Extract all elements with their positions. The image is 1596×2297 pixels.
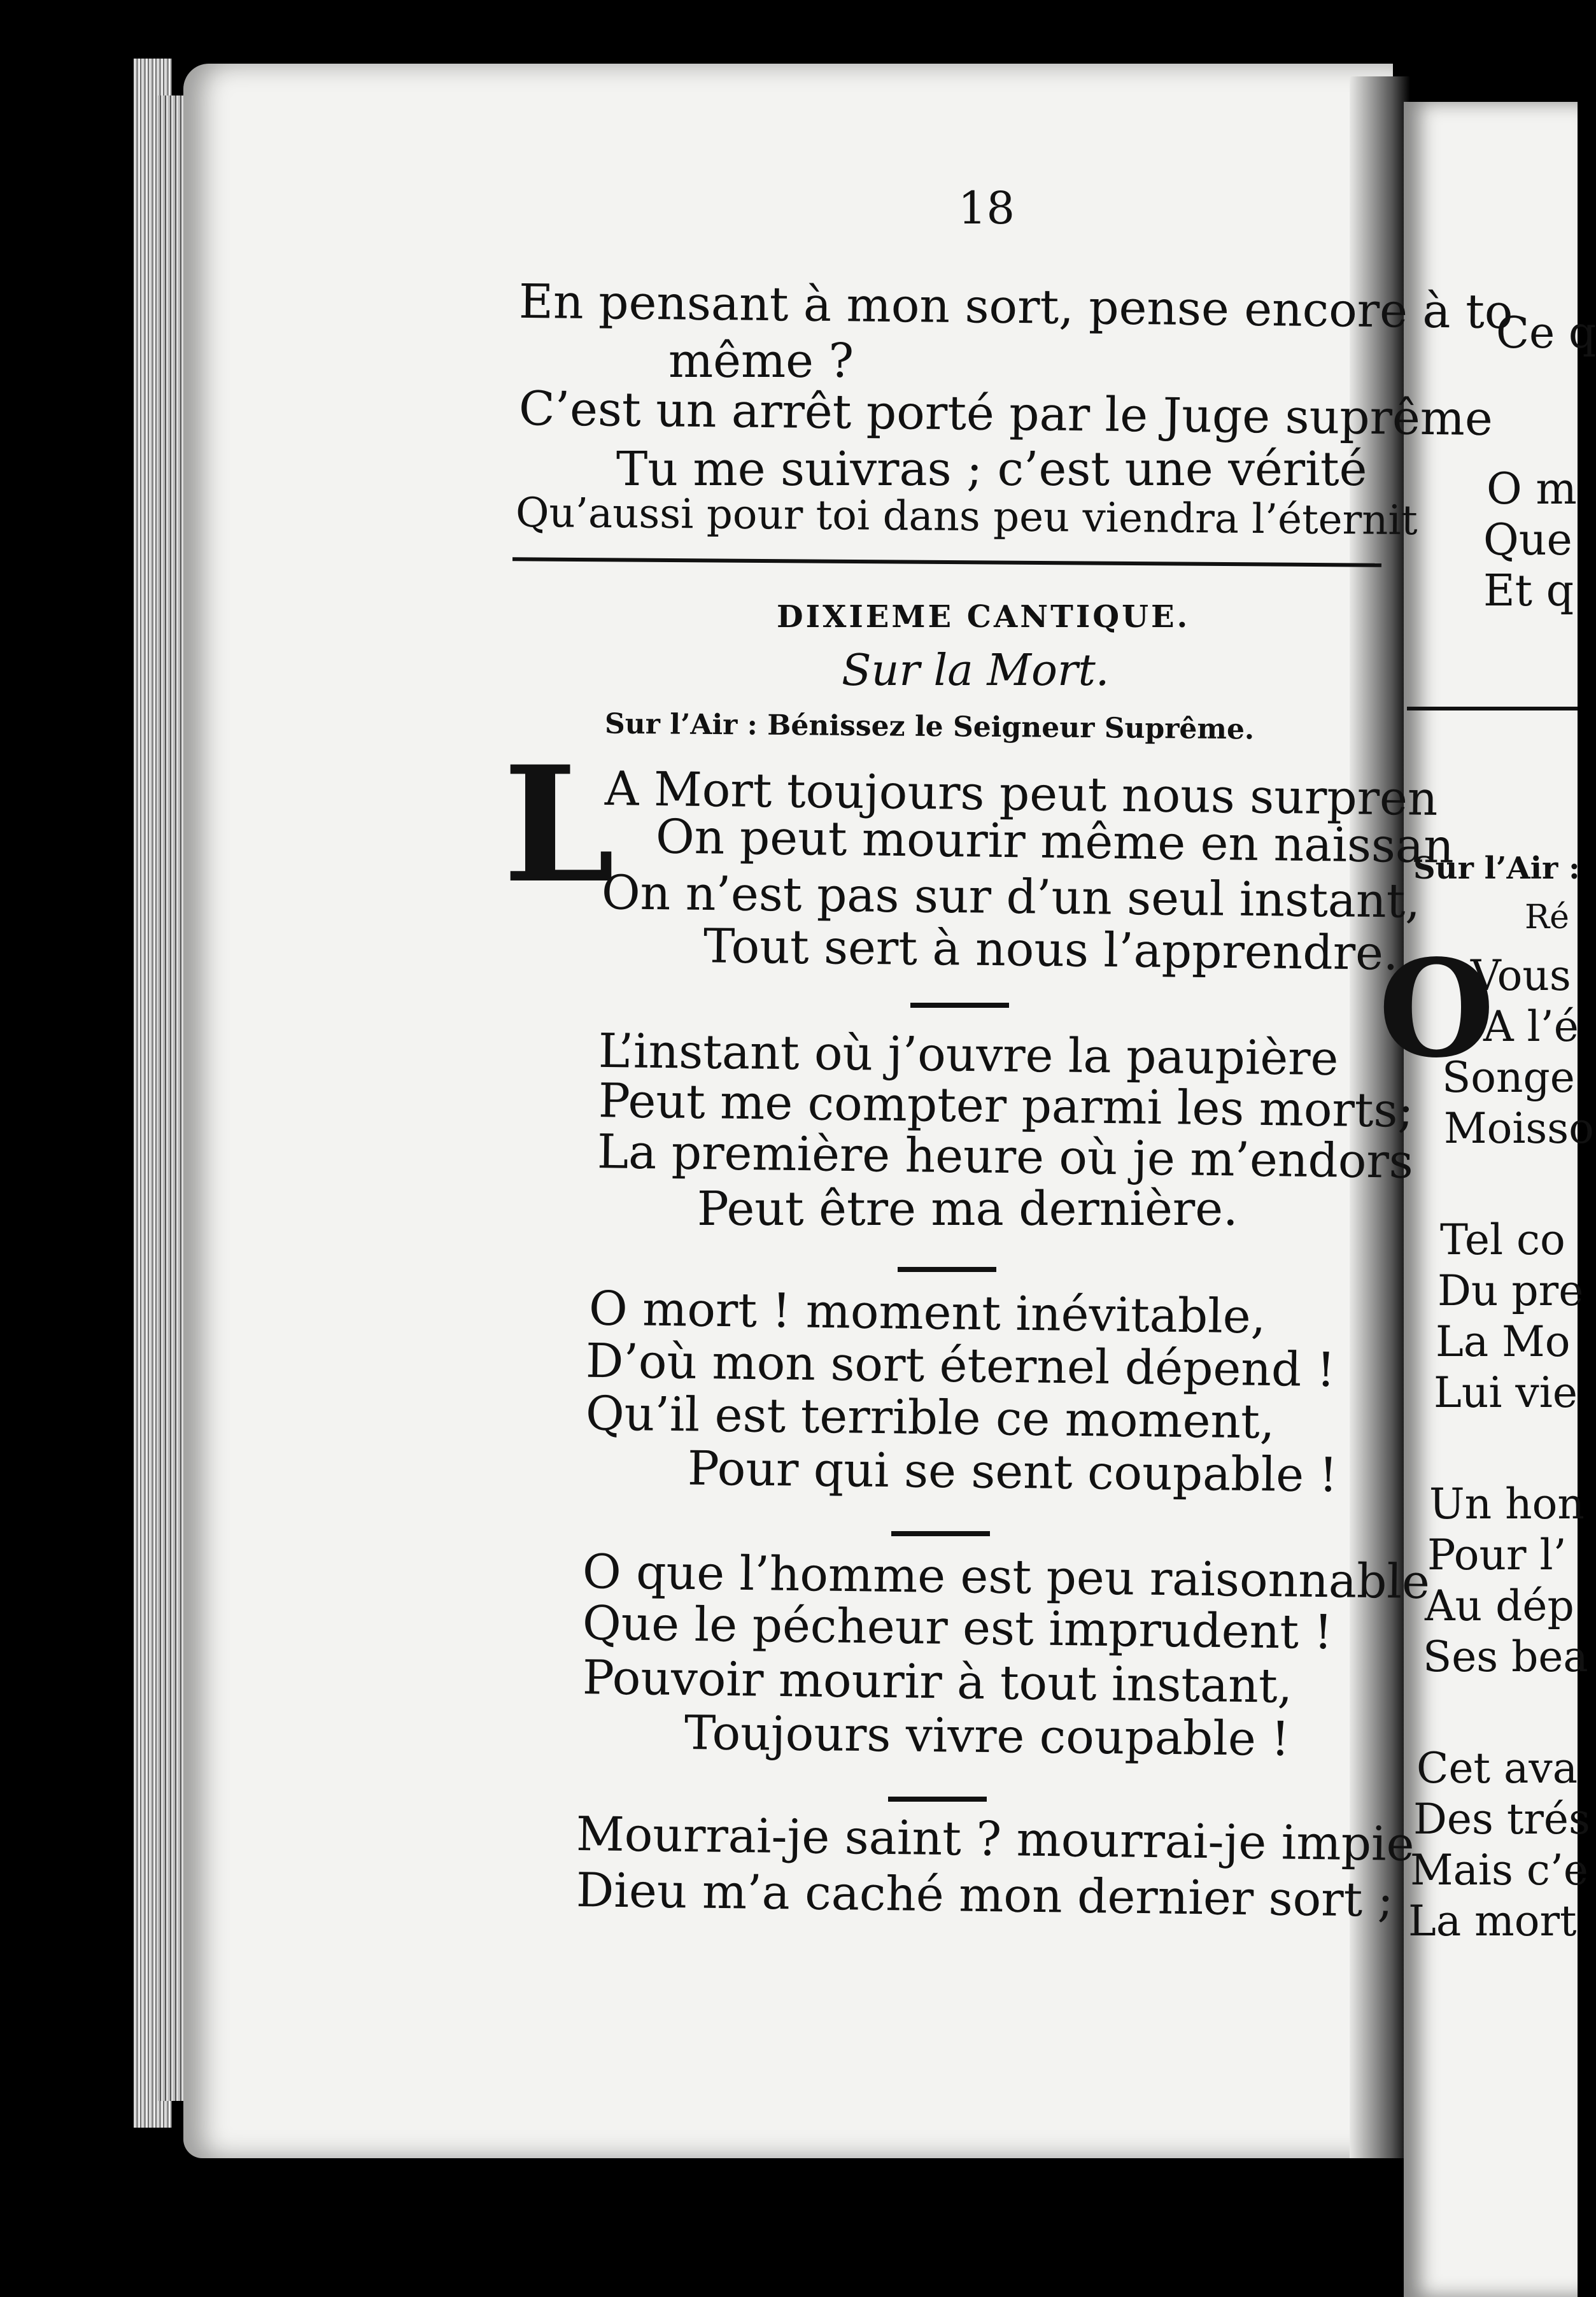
right-line: Vous <box>1471 951 1571 1000</box>
right-line: Lui vie <box>1434 1368 1578 1417</box>
section-heading: DIXIEME CANTIQUE. <box>777 599 1190 635</box>
verse-line: Peut être ma dernière. <box>697 1182 1238 1236</box>
stanza-divider <box>910 1003 1009 1008</box>
book-page-edges-inner <box>158 95 183 2101</box>
right-line: Ce q <box>1496 308 1596 358</box>
right-line: O m <box>1487 464 1577 514</box>
intro-line: Qu’aussi pour toi dans peu viendra l’éternit <box>515 489 1418 545</box>
right-section-divider <box>1407 707 1578 710</box>
intro-line: même ? <box>668 334 854 388</box>
right-line: A l’é <box>1483 1002 1579 1051</box>
right-line: Du pre <box>1437 1266 1584 1315</box>
right-line: La Mo <box>1436 1317 1571 1366</box>
intro-line: En pensant à mon sort, pense encore à to <box>518 274 1513 340</box>
verse-line: Que le pécheur est imprudent ! <box>582 1595 1333 1660</box>
verse-line: O mort ! moment inévitable, <box>588 1281 1266 1345</box>
right-line: Un hon <box>1429 1480 1585 1529</box>
right-line: La mort <box>1408 1897 1577 1946</box>
stanza-divider <box>888 1797 987 1802</box>
verse-line: O que l’homme est peu raisonnable <box>582 1544 1430 1610</box>
intro-line: Tu me suivras ; c’est une vérité <box>616 442 1367 497</box>
right-line: Tel co <box>1440 1215 1565 1264</box>
right-line: Au dép <box>1425 1581 1574 1630</box>
right-air-line-2: Ré <box>1525 898 1569 936</box>
verse-line: Dieu m’a caché mon dernier sort ; <box>576 1863 1394 1928</box>
verse-line: On n’est pas sur d’un seul instant, <box>601 865 1421 929</box>
air-line: Sur l’Air : Bénissez le Seigneur Suprême. <box>604 707 1255 746</box>
right-line: Ses bea <box>1423 1632 1588 1681</box>
verse-line: D’où mon sort éternel dépend ! <box>585 1333 1336 1398</box>
stanza-divider <box>898 1267 996 1272</box>
right-line: Moisso <box>1444 1104 1594 1153</box>
verse-line: Mourrai-je saint ? mourrai-je impie <box>576 1806 1415 1872</box>
verse-line: Pouvoir mourir à tout instant, <box>582 1650 1293 1714</box>
right-line: Songe <box>1442 1053 1575 1102</box>
page-number: 18 <box>958 182 1015 234</box>
right-line: Pour l’ <box>1427 1530 1567 1580</box>
verse-line: La première heure où je m’endors <box>597 1124 1414 1189</box>
verse-line: Qu’il est terrible ce moment, <box>585 1386 1275 1450</box>
right-drop-cap: O <box>1378 930 1495 1087</box>
section-subheading: Sur la Mort. <box>842 646 1110 696</box>
verse-line: A Mort toujours peut nous surpren <box>604 761 1439 826</box>
right-line: Que <box>1483 515 1572 565</box>
verse-line: On peut mourir même en naissan <box>655 809 1455 874</box>
right-line: Mais c’e <box>1410 1846 1588 1895</box>
right-air-line: Sur l’Air : <box>1413 851 1580 886</box>
stanza-divider <box>891 1531 990 1536</box>
verse-line: Peut me compter parmi les morts; <box>598 1073 1415 1138</box>
verse-line: Toujours vivre coupable ! <box>684 1706 1290 1767</box>
drop-cap: L <box>503 731 615 918</box>
verse-line: L’instant où j’ouvre la paupière <box>598 1023 1339 1087</box>
right-line: Des trés <box>1413 1795 1590 1844</box>
verse-line: Tout sert à nous l’apprendre. <box>703 919 1399 981</box>
right-line: Et q <box>1483 566 1574 616</box>
right-line: Cet ava <box>1416 1744 1578 1793</box>
intro-line: C’est un arrêt porté par le Juge suprême <box>518 381 1494 447</box>
verse-line: Pour qui se sent coupable ! <box>687 1441 1338 1503</box>
